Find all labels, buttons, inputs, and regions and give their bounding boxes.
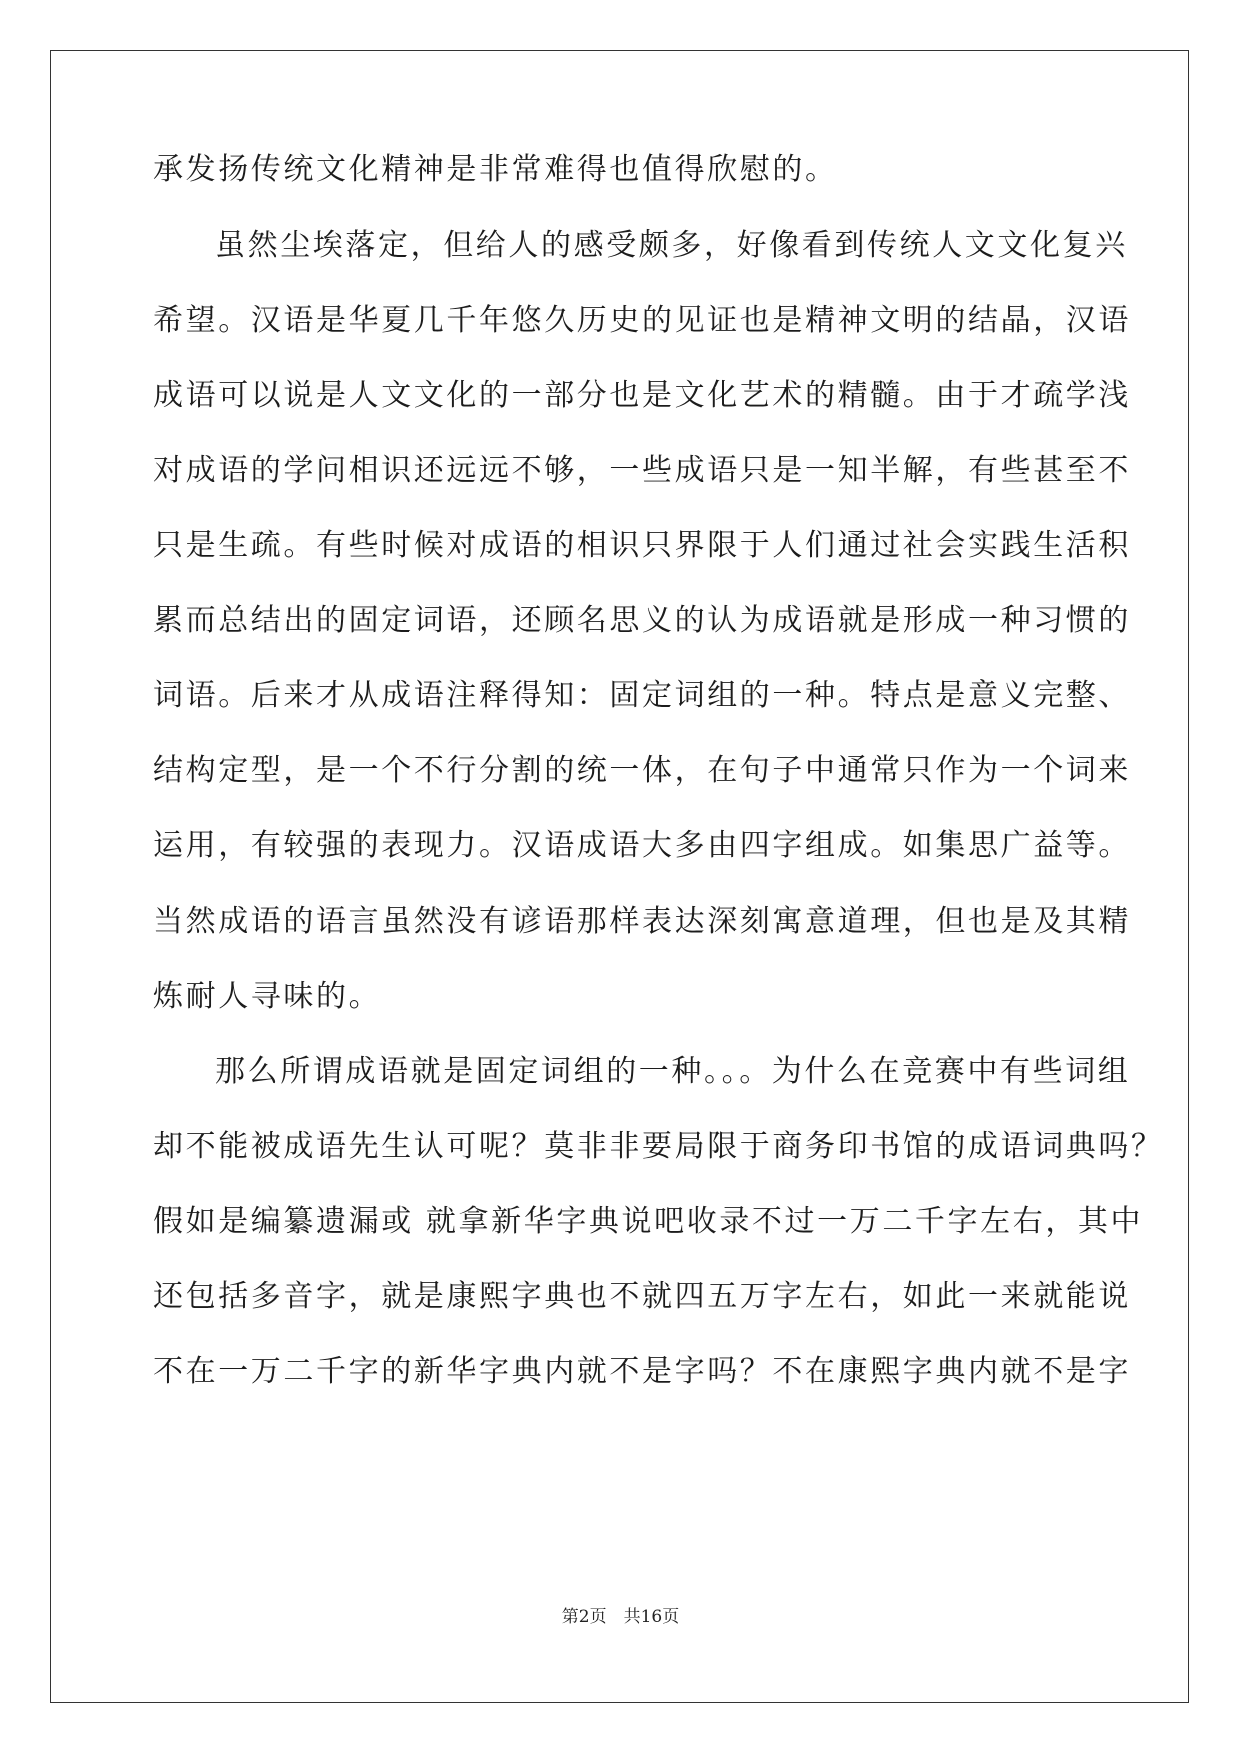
text-line: 炼耐人寻味的。 (153, 979, 382, 1014)
text-line: 对成语的学问相识还远远不够，一些成语只是一知半解，有些甚至不 (153, 453, 1131, 488)
paragraph-start-line: 那么所谓成语就是固定词组的一种。。。为什么在竞赛中有些词组 (215, 1054, 1131, 1089)
text-line: 假如是编纂遗漏或 就拿新华字典说吧收录不过一万二千字左右，其中 (153, 1204, 1144, 1239)
text-line: 不在一万二千字的新华字典内就不是字吗？不在康熙字典内就不是字 (153, 1354, 1131, 1389)
text-line: 累而总结出的固定词语，还顾名思义的认为成语就是形成一种习惯的 (153, 603, 1131, 638)
text-line: 词语。后来才从成语注释得知：固定词组的一种。特点是意义完整、 (153, 678, 1131, 713)
paragraph-start-line: 虽然尘埃落定，但给人的感受颇多，好像看到传统人文文化复兴 (215, 228, 1128, 263)
text-line: 承发扬传统文化精神是非常难得也值得欣慰的。 (153, 152, 838, 187)
text-line: 结构定型，是一个不行分割的统一体，在句子中通常只作为一个词来 (153, 753, 1131, 788)
text-line: 只是生疏。有些时候对成语的相识只界限于人们通过社会实践生活积 (153, 528, 1131, 563)
text-line: 当然成语的语言虽然没有谚语那样表达深刻寓意道理，但也是及其精 (153, 904, 1131, 939)
text-line: 成语可以说是人文文化的一部分也是文化艺术的精髓。由于才疏学浅 (153, 378, 1131, 413)
page-border (50, 50, 1189, 1703)
text-line: 运用，有较强的表现力。汉语成语大多由四字组成。如集思广益等。 (153, 828, 1131, 863)
text-line: 却不能被成语先生认可呢？莫非非要局限于商务印书馆的成语词典吗？ (153, 1129, 1164, 1164)
text-line: 还包括多音字，就是康熙字典也不就四五万字左右，如此一来就能说 (153, 1279, 1131, 1314)
page-number-footer: 第2页 共16页 (561, 1607, 680, 1627)
text-line: 希望。汉语是华夏几千年悠久历史的见证也是精神文明的结晶，汉语 (153, 303, 1131, 338)
